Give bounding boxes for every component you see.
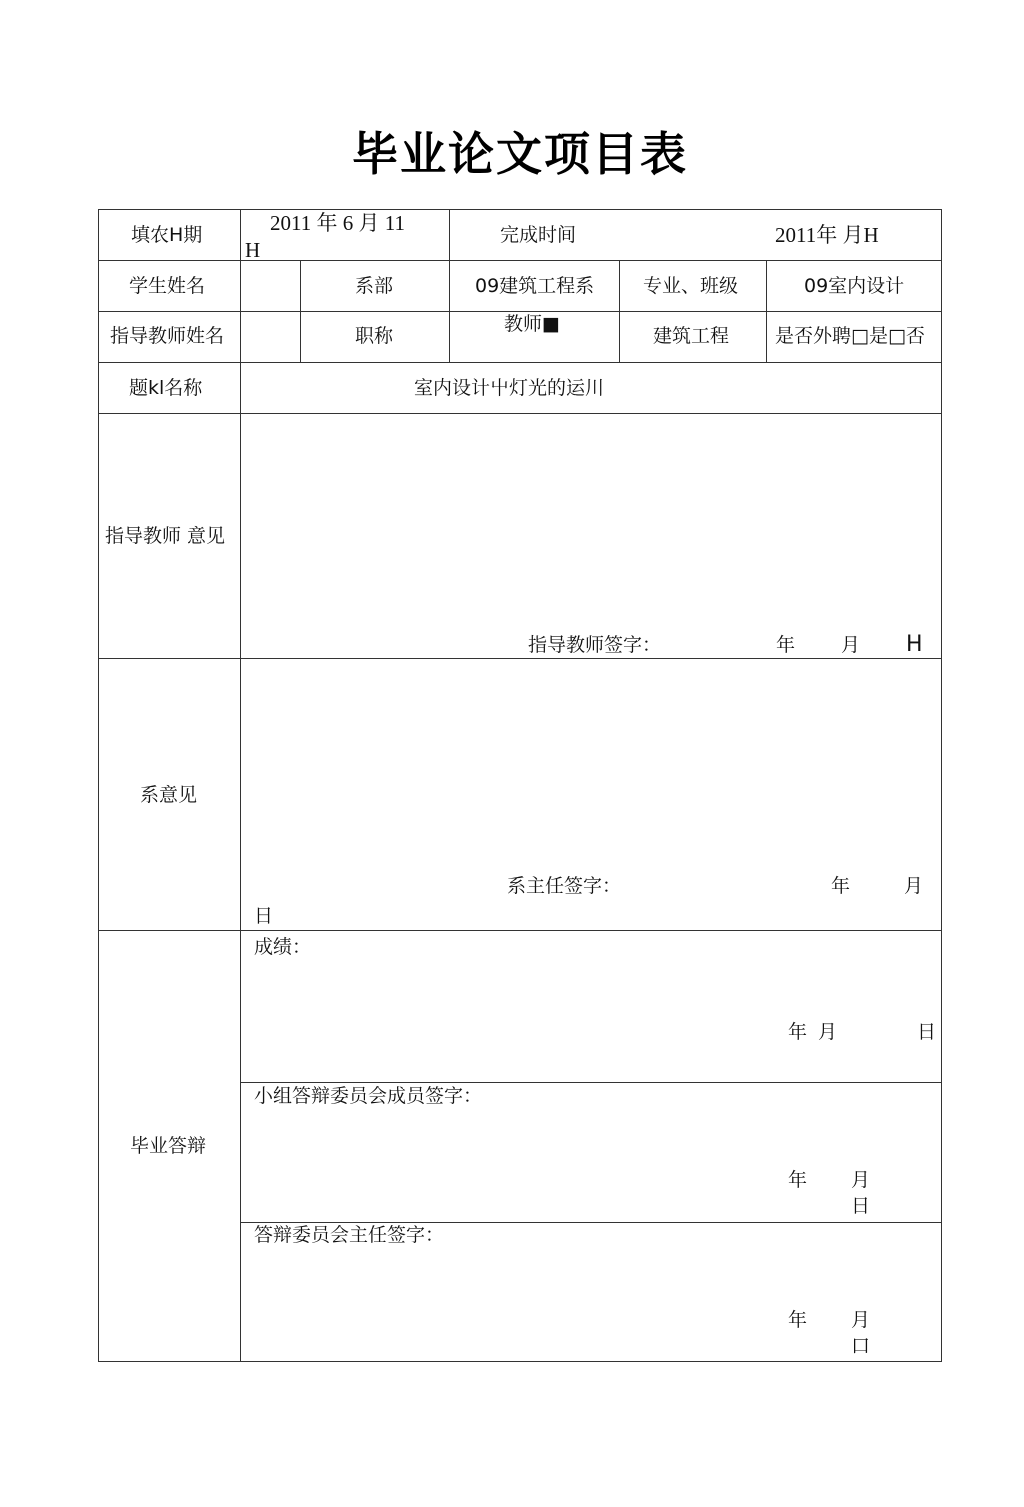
finish-time-label: 完成时间: [500, 224, 577, 246]
advisor-opinion-label: 指导教师 意见: [105, 525, 226, 547]
major-class-label: 专业、班级: [643, 275, 739, 297]
fill-date-label: 填农H期: [131, 224, 203, 246]
column-divider: [240, 209, 241, 1362]
dept-sign-month: 月: [904, 875, 924, 897]
dept-opinion-label: 系意见: [140, 784, 198, 806]
department-label: 系部: [355, 275, 394, 297]
fill-date-value[interactable]: 2011 年 6 月 11: [270, 211, 405, 235]
table-border-right: [941, 209, 942, 1362]
row-divider: [98, 930, 942, 931]
major-class-value[interactable]: 09室内设计: [804, 275, 905, 297]
panel-sign-year: 年: [788, 1169, 808, 1191]
panel-sign-day: 日: [851, 1195, 871, 1217]
column-divider: [449, 209, 450, 362]
defense-label: 毕业答辩: [130, 1135, 207, 1157]
dept-sign-day: 日: [254, 905, 274, 927]
grade-day: 日: [917, 1021, 937, 1043]
page-title: 毕业论文项目表: [352, 127, 688, 181]
row-divider: [98, 658, 942, 659]
panel-signature-label: 小组答辩委员会成员签字：: [254, 1085, 483, 1107]
row-divider: [98, 413, 942, 414]
table-border-bottom: [98, 1361, 942, 1362]
sub-row-divider: [240, 1082, 942, 1083]
advisor-name-label: 指导教师姓名: [110, 325, 225, 347]
chair-sign-month: 月: [851, 1309, 871, 1331]
grade-year: 年: [788, 1021, 808, 1043]
sub-row-divider: [240, 1222, 942, 1223]
department-value[interactable]: 09建筑工程系: [475, 275, 595, 297]
grade-month: 月: [818, 1021, 838, 1043]
table-border-top: [98, 209, 942, 210]
row-divider: [98, 362, 942, 363]
row-divider: [98, 260, 942, 261]
field-value[interactable]: 建筑工程: [653, 325, 730, 347]
professional-title-value[interactable]: 教师■: [504, 313, 560, 335]
advisor-sign-day: H: [906, 632, 923, 657]
row-divider: [98, 311, 942, 312]
advisor-sign-month: 月: [841, 634, 861, 656]
column-divider: [300, 260, 301, 362]
grade-label: 成绩：: [254, 936, 312, 958]
professional-title-label: 职称: [355, 325, 394, 347]
student-name-label: 学生姓名: [129, 275, 206, 297]
column-divider: [619, 260, 620, 362]
external-hire-checkboxes[interactable]: 是否外聘□是□否: [775, 325, 925, 347]
chair-sign-year: 年: [788, 1309, 808, 1331]
chair-signature-label: 答辩委员会主任签字：: [254, 1224, 445, 1246]
panel-sign-month: 月: [851, 1169, 871, 1191]
dept-sign-year: 年: [831, 875, 851, 897]
topic-value[interactable]: 室内设计屮灯光的运川: [414, 377, 605, 399]
column-divider: [766, 260, 767, 362]
finish-time-value[interactable]: 2011年 月H: [775, 223, 879, 247]
advisor-sign-year: 年: [776, 634, 796, 656]
table-border-left: [98, 209, 99, 1362]
dept-signature-label: 系主任签字：: [507, 875, 622, 897]
fill-date-value-day: H: [245, 238, 261, 262]
advisor-signature-label: 指导教师签字：: [528, 634, 662, 656]
chair-sign-day: 口: [851, 1335, 871, 1357]
topic-label: 题kl名称: [129, 377, 203, 399]
